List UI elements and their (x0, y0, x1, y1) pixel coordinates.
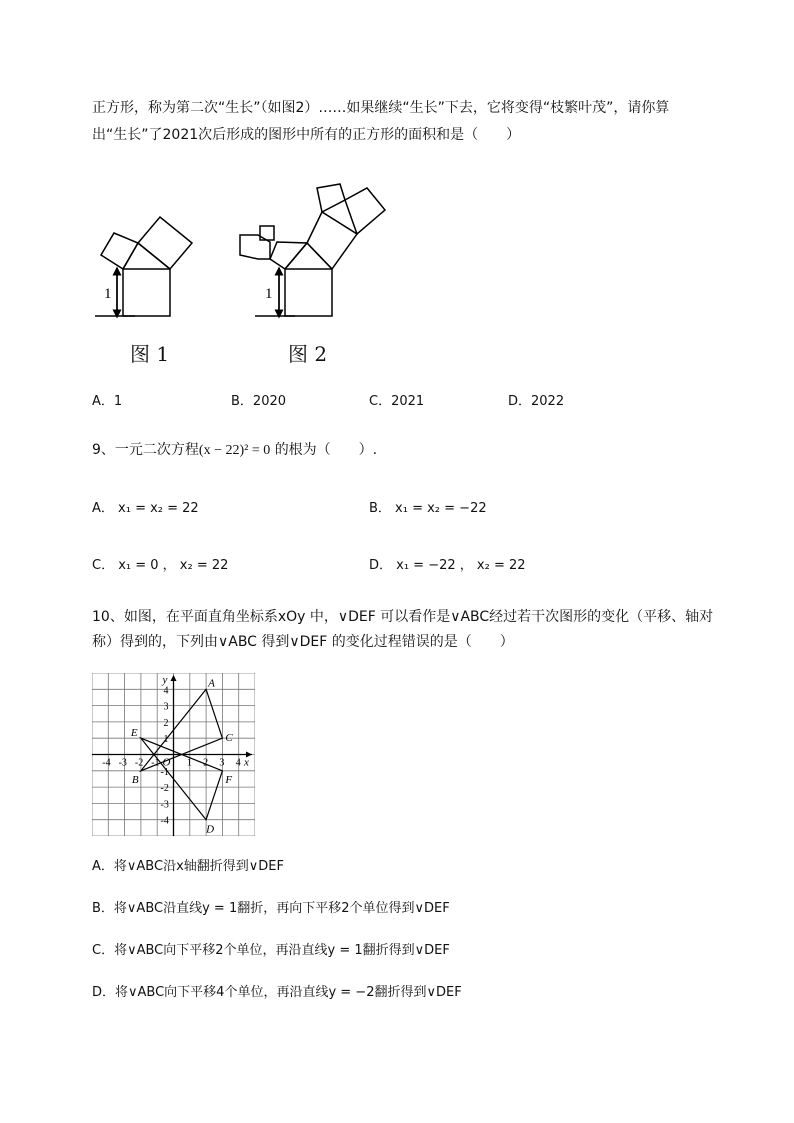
x-tick-label: 4 (235, 757, 241, 769)
point-labels (130, 677, 234, 835)
x-tick-label: -2 (134, 757, 144, 769)
fig1-side-label: 1 (104, 286, 112, 302)
q10-text-line2: 称）得到的，下列由∨ABC 得到∨DEF 的变化过程错误的是（ ） (92, 634, 514, 650)
y-axis-label: y (162, 674, 168, 686)
q8-option-c[interactable]: C．2021 (369, 394, 425, 409)
y-tick-label: 1 (163, 734, 169, 746)
x-tick-label: 1 (186, 757, 192, 769)
y-tick-label: -1 (160, 766, 169, 778)
q9-stem-prefix: 9、一元二次方程 (92, 442, 199, 458)
point-label-d: D (206, 823, 215, 836)
x-tick-label: -4 (102, 757, 111, 769)
point-label-a: A (208, 677, 215, 690)
y-tick-label: -2 (160, 783, 169, 795)
x-axis-label: x (244, 756, 249, 769)
q8-text-line2: 出“生长”了2021次后形成的图形中所有的正方形的面积和是（ ） (92, 127, 521, 143)
q9-equation: (x − 22)² = 0 (198, 443, 271, 458)
q10-option-d[interactable]: D．将∨ABC向下平移4个单位，再沿直线y = −2翻折得到∨DEF (92, 985, 462, 1000)
x-tick-label: -3 (118, 757, 127, 769)
q9-option-c[interactable]: C． x₁ = 0 ， x₂ = 22 (92, 558, 229, 573)
point-label-b: B (131, 773, 139, 786)
q8-text-line1: 正方形，称为第二次“生长”（如图2）……如果继续“生长”下去，它将变得“枝繁叶茂”，请你算 (92, 100, 670, 116)
x-tick-label: 2 (203, 757, 209, 769)
y-tick-label: -4 (160, 815, 169, 827)
q10-option-c[interactable]: C．将∨ABC向下平移2个单位，再沿直线y = 1翻折得到∨DEF (92, 943, 450, 958)
origin-label: O (162, 756, 171, 769)
point-label-e: E (130, 727, 138, 740)
q9-stem (92, 440, 377, 461)
q8-option-d[interactable]: D．2022 (508, 394, 565, 409)
q10-text-line1: 10、如图，在平面直角坐标系xOy 中，∨DEF 可以看作是∨ABC经过若干次图形的变化（平移、轴对 (92, 609, 714, 625)
figure-2 (240, 184, 385, 316)
triangle-def (141, 738, 223, 820)
point-label-c: C (225, 732, 233, 745)
y-tick-label: 3 (163, 701, 169, 713)
q9-option-b[interactable]: B． x₁ = x₂ = −22 (369, 501, 487, 516)
axes (92, 675, 252, 836)
q8-option-a[interactable]: A．1 (92, 394, 123, 409)
q9-option-d[interactable]: D． x₁ = −22 ， x₂ = 22 (369, 558, 526, 573)
y-tick-label: -3 (160, 799, 169, 811)
x-tick-label: -1 (151, 757, 160, 769)
coordinate-graph (92, 673, 255, 836)
fig2-side-label: 1 (265, 286, 273, 302)
y-axis-arrow (171, 675, 177, 681)
q8-option-b[interactable]: B．2020 (231, 394, 287, 409)
q10-option-a[interactable]: A．将∨ABC沿x轴翻折得到∨DEF (92, 859, 284, 874)
growth-figures (95, 180, 405, 330)
fig1-caption: 图 1 (130, 342, 170, 366)
fig2-caption: 图 2 (288, 342, 328, 366)
y-tick-label: 2 (163, 717, 169, 729)
x-tick-label: 3 (219, 757, 225, 769)
q9-stem-suffix: 的根为（ ）. (274, 442, 378, 458)
q10-option-b[interactable]: B．将∨ABC沿直线y = 1翻折，再向下平移2个单位得到∨DEF (92, 901, 450, 916)
point-label-f: F (225, 773, 233, 786)
q9-option-a[interactable]: A． x₁ = x₂ = 22 (92, 501, 199, 516)
y-tick-label: 4 (163, 685, 169, 697)
